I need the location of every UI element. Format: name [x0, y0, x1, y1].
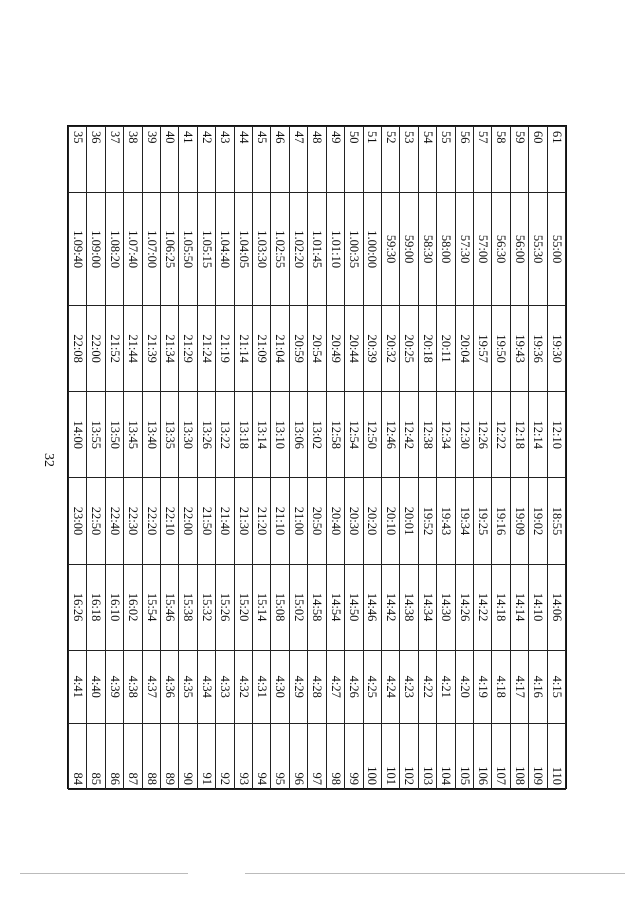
- table-cell: 1.05:50: [179, 193, 197, 306]
- table-cell: 19:50: [492, 306, 510, 392]
- table-cell: 4:35: [179, 650, 197, 723]
- table-cell: 21:50: [197, 478, 215, 564]
- table-row: [492, 127, 510, 790]
- table-cell: 20:32: [381, 306, 399, 392]
- table-cell: 13:35: [161, 392, 179, 478]
- page-number: 32: [41, 453, 56, 467]
- table-cell: 99: [345, 723, 363, 789]
- table-row: [547, 127, 565, 790]
- table-row: [271, 127, 289, 790]
- table-cell: 14:26: [455, 564, 473, 650]
- table-cell: 13:55: [87, 392, 105, 478]
- table-row: [400, 127, 418, 790]
- table-cell: 57:00: [473, 193, 491, 306]
- table-cell: 12:30: [455, 392, 473, 478]
- table-row: [529, 127, 547, 790]
- table-row: [87, 127, 105, 790]
- table-cell: 15:38: [179, 564, 197, 650]
- table-cell: 20:39: [363, 306, 381, 392]
- table-cell: 14:42: [381, 564, 399, 650]
- table-row: [326, 127, 344, 790]
- table-cell: 54: [418, 127, 436, 193]
- table-cell: 21:04: [271, 306, 289, 392]
- table-row: [234, 127, 252, 790]
- table-cell: 91: [197, 723, 215, 789]
- table-cell: 42: [197, 127, 215, 193]
- table-cell: 4:39: [105, 650, 123, 723]
- table-cell: 13:45: [124, 392, 142, 478]
- table-cell: 4:25: [363, 650, 381, 723]
- table-row: [437, 127, 455, 790]
- table-cell: 13:02: [308, 392, 326, 478]
- table-cell: 15:46: [161, 564, 179, 650]
- table-cell: 4:40: [87, 650, 105, 723]
- table-cell: 20:20: [363, 478, 381, 564]
- table-cell: 20:54: [308, 306, 326, 392]
- table-cell: 41: [179, 127, 197, 193]
- table-cell: 1.04:05: [234, 193, 252, 306]
- table-cell: 13:22: [216, 392, 234, 478]
- table-cell: 47: [289, 127, 307, 193]
- table-cell: 14:34: [418, 564, 436, 650]
- table-cell: 59:00: [400, 193, 418, 306]
- table-cell: 13:06: [289, 392, 307, 478]
- table-cell: 21:20: [253, 478, 271, 564]
- table-cell: 4:16: [529, 650, 547, 723]
- table-cell: 107: [492, 723, 510, 789]
- table-cell: 56: [455, 127, 473, 193]
- scan-edge-line: [20, 873, 188, 874]
- table-cell: 20:01: [400, 478, 418, 564]
- table-cell: 87: [124, 723, 142, 789]
- table-cell: 21:14: [234, 306, 252, 392]
- table-cell: 13:18: [234, 392, 252, 478]
- table-cell: 22:50: [87, 478, 105, 564]
- table-cell: 15:26: [216, 564, 234, 650]
- table-cell: 21:24: [197, 306, 215, 392]
- table-cell: 51: [363, 127, 381, 193]
- table-row: [142, 127, 160, 790]
- table-cell: 90: [179, 723, 197, 789]
- table-cell: 93: [234, 723, 252, 789]
- table-cell: 46: [271, 127, 289, 193]
- table-cell: 4:24: [381, 650, 399, 723]
- table-cell: 109: [529, 723, 547, 789]
- table-cell: 21:00: [289, 478, 307, 564]
- table-cell: 16:18: [87, 564, 105, 650]
- table-cell: 22:20: [142, 478, 160, 564]
- table-cell: 35: [69, 127, 87, 193]
- table-cell: 12:58: [326, 392, 344, 478]
- table-cell: 21:10: [271, 478, 289, 564]
- table-cell: 21:34: [161, 306, 179, 392]
- table-cell: 89: [161, 723, 179, 789]
- table-cell: 1.01:45: [308, 193, 326, 306]
- table-cell: 20:04: [455, 306, 473, 392]
- table-cell: 58:00: [437, 193, 455, 306]
- scan-edge-line: [245, 873, 625, 874]
- table-cell: 4:38: [124, 650, 142, 723]
- table-cell: 23:00: [69, 478, 87, 564]
- table-row: [161, 127, 179, 790]
- table-cell: 92: [216, 723, 234, 789]
- table-cell: 13:50: [105, 392, 123, 478]
- table-cell: 14:14: [510, 564, 528, 650]
- table-cell: 12:38: [418, 392, 436, 478]
- table-cell: 4:33: [216, 650, 234, 723]
- table-cell: 14:06: [547, 564, 565, 650]
- table-cell: 14:22: [473, 564, 491, 650]
- table-cell: 4:23: [400, 650, 418, 723]
- table-cell: 1.02:20: [289, 193, 307, 306]
- table-cell: 55:30: [529, 193, 547, 306]
- table-cell: 15:14: [253, 564, 271, 650]
- score-table-grid: [68, 126, 566, 790]
- table-cell: 56:30: [492, 193, 510, 306]
- table-cell: 13:26: [197, 392, 215, 478]
- table-row: [105, 127, 123, 790]
- table-cell: 12:10: [547, 392, 565, 478]
- table-cell: 20:25: [400, 306, 418, 392]
- table-cell: 57: [473, 127, 491, 193]
- table-cell: 39: [142, 127, 160, 193]
- table-cell: 108: [510, 723, 528, 789]
- table-row: [216, 127, 234, 790]
- table-cell: 19:02: [529, 478, 547, 564]
- table-cell: 4:26: [345, 650, 363, 723]
- table-cell: 101: [381, 723, 399, 789]
- table-cell: 19:57: [473, 306, 491, 392]
- table-cell: 4:20: [455, 650, 473, 723]
- table-cell: 14:50: [345, 564, 363, 650]
- table-cell: 4:34: [197, 650, 215, 723]
- table-cell: 13:30: [179, 392, 197, 478]
- table-cell: 22:30: [124, 478, 142, 564]
- table-cell: 110: [547, 723, 565, 789]
- table-cell: 58:30: [418, 193, 436, 306]
- table-cell: 19:30: [547, 306, 565, 392]
- table-cell: 16:26: [69, 564, 87, 650]
- table-cell: 18:55: [547, 478, 565, 564]
- table-row: [197, 127, 215, 790]
- table-cell: 12:54: [345, 392, 363, 478]
- table-cell: 96: [289, 723, 307, 789]
- table-cell: 15:32: [197, 564, 215, 650]
- table-cell: 4:32: [234, 650, 252, 723]
- table-cell: 12:22: [492, 392, 510, 478]
- table-cell: 4:22: [418, 650, 436, 723]
- table-cell: 21:52: [105, 306, 123, 392]
- table-cell: 19:09: [510, 478, 528, 564]
- table-row: [455, 127, 473, 790]
- table-cell: 19:34: [455, 478, 473, 564]
- table-cell: 19:16: [492, 478, 510, 564]
- table-cell: 1.03:30: [253, 193, 271, 306]
- table-cell: 55:00: [547, 193, 565, 306]
- table-row: [345, 127, 363, 790]
- table-frame: [67, 125, 567, 789]
- table-cell: 1.09:40: [69, 193, 87, 306]
- table-cell: 38: [124, 127, 142, 193]
- table-cell: 21:09: [253, 306, 271, 392]
- table-cell: 20:50: [308, 478, 326, 564]
- table-cell: 106: [473, 723, 491, 789]
- table-cell: 15:54: [142, 564, 160, 650]
- table-cell: 14:18: [492, 564, 510, 650]
- table-cell: 16:02: [124, 564, 142, 650]
- table-cell: 95: [271, 723, 289, 789]
- table-cell: 55: [437, 127, 455, 193]
- table-cell: 1.06:25: [161, 193, 179, 306]
- table-row: [381, 127, 399, 790]
- table-cell: 52: [381, 127, 399, 193]
- table-cell: 4:28: [308, 650, 326, 723]
- table-row: [253, 127, 271, 790]
- table-row: [124, 127, 142, 790]
- table-cell: 12:26: [473, 392, 491, 478]
- table-cell: 14:00: [69, 392, 87, 478]
- table-cell: 1.01:10: [326, 193, 344, 306]
- table-cell: 1.00:35: [345, 193, 363, 306]
- table-cell: 19:36: [529, 306, 547, 392]
- table-cell: 1.07:00: [142, 193, 160, 306]
- table-cell: 44: [234, 127, 252, 193]
- table-row: [418, 127, 436, 790]
- table-cell: 4:27: [326, 650, 344, 723]
- table-cell: 50: [345, 127, 363, 193]
- table-cell: 86: [105, 723, 123, 789]
- table-cell: 102: [400, 723, 418, 789]
- table-cell: 19:43: [510, 306, 528, 392]
- table-cell: 22:08: [69, 306, 87, 392]
- table-cell: 19:52: [418, 478, 436, 564]
- table-cell: 1.05:15: [197, 193, 215, 306]
- table-cell: 14:38: [400, 564, 418, 650]
- table-cell: 20:40: [326, 478, 344, 564]
- table-cell: 4:41: [69, 650, 87, 723]
- table-cell: 22:40: [105, 478, 123, 564]
- table-cell: 88: [142, 723, 160, 789]
- table-cell: 14:10: [529, 564, 547, 650]
- table-cell: 20:59: [289, 306, 307, 392]
- table-cell: 85: [87, 723, 105, 789]
- table-cell: 94: [253, 723, 271, 789]
- table-cell: 60: [529, 127, 547, 193]
- table-cell: 1.02:55: [271, 193, 289, 306]
- table-cell: 15:20: [234, 564, 252, 650]
- table-cell: 14:46: [363, 564, 381, 650]
- table-cell: 4:37: [142, 650, 160, 723]
- table-cell: 20:11: [437, 306, 455, 392]
- table-cell: 15:08: [271, 564, 289, 650]
- table-cell: 20:10: [381, 478, 399, 564]
- score-table: [68, 126, 566, 790]
- table-cell: 12:46: [381, 392, 399, 478]
- table-cell: 20:30: [345, 478, 363, 564]
- table-cell: 40: [161, 127, 179, 193]
- table-cell: 14:58: [308, 564, 326, 650]
- table-cell: 12:50: [363, 392, 381, 478]
- table-cell: 98: [326, 723, 344, 789]
- table-cell: 61: [547, 127, 565, 193]
- table-cell: 1.04:40: [216, 193, 234, 306]
- table-cell: 4:21: [437, 650, 455, 723]
- table-row: [179, 127, 197, 790]
- table-cell: 21:30: [234, 478, 252, 564]
- table-cell: 12:34: [437, 392, 455, 478]
- table-cell: 59:30: [381, 193, 399, 306]
- table-cell: 21:39: [142, 306, 160, 392]
- table-cell: 21:29: [179, 306, 197, 392]
- table-cell: 104: [437, 723, 455, 789]
- table-cell: 48: [308, 127, 326, 193]
- table-cell: 49: [326, 127, 344, 193]
- table-cell: 43: [216, 127, 234, 193]
- table-cell: 36: [87, 127, 105, 193]
- table-cell: 4:31: [253, 650, 271, 723]
- table-cell: 22:10: [161, 478, 179, 564]
- table-cell: 1.09:00: [87, 193, 105, 306]
- table-cell: 20:44: [345, 306, 363, 392]
- table-row: [69, 127, 87, 790]
- table-cell: 4:30: [271, 650, 289, 723]
- table-cell: 21:19: [216, 306, 234, 392]
- table-cell: 19:25: [473, 478, 491, 564]
- table-cell: 19:43: [437, 478, 455, 564]
- table-cell: 4:18: [492, 650, 510, 723]
- table-cell: 13:10: [271, 392, 289, 478]
- table-cell: 22:00: [179, 478, 197, 564]
- table-cell: 84: [69, 723, 87, 789]
- table-cell: 1.00:00: [363, 193, 381, 306]
- table-cell: 12:18: [510, 392, 528, 478]
- table-cell: 20:18: [418, 306, 436, 392]
- table-cell: 16:10: [105, 564, 123, 650]
- table-cell: 103: [418, 723, 436, 789]
- table-cell: 56:00: [510, 193, 528, 306]
- table-cell: 14:54: [326, 564, 344, 650]
- table-cell: 97: [308, 723, 326, 789]
- table-cell: 15:02: [289, 564, 307, 650]
- table-cell: 4:15: [547, 650, 565, 723]
- table-cell: 21:40: [216, 478, 234, 564]
- table-cell: 22:00: [87, 306, 105, 392]
- table-cell: 1.07:40: [124, 193, 142, 306]
- table-cell: 13:40: [142, 392, 160, 478]
- table-cell: 57:30: [455, 193, 473, 306]
- table-row: [510, 127, 528, 790]
- table-row: [363, 127, 381, 790]
- table-cell: 105: [455, 723, 473, 789]
- table-cell: 21:44: [124, 306, 142, 392]
- table-cell: 4:17: [510, 650, 528, 723]
- table-cell: 14:30: [437, 564, 455, 650]
- table-cell: 58: [492, 127, 510, 193]
- table-cell: 100: [363, 723, 381, 789]
- table-cell: 4:19: [473, 650, 491, 723]
- table-cell: 4:36: [161, 650, 179, 723]
- table-cell: 59: [510, 127, 528, 193]
- table-cell: 4:29: [289, 650, 307, 723]
- table-row: [473, 127, 491, 790]
- table-cell: 12:42: [400, 392, 418, 478]
- table-cell: 1.08:20: [105, 193, 123, 306]
- table-cell: 37: [105, 127, 123, 193]
- table-cell: 12:14: [529, 392, 547, 478]
- table-row: [289, 127, 307, 790]
- table-cell: 45: [253, 127, 271, 193]
- table-row: [308, 127, 326, 790]
- table-cell: 20:49: [326, 306, 344, 392]
- table-cell: 13:14: [253, 392, 271, 478]
- table-cell: 53: [400, 127, 418, 193]
